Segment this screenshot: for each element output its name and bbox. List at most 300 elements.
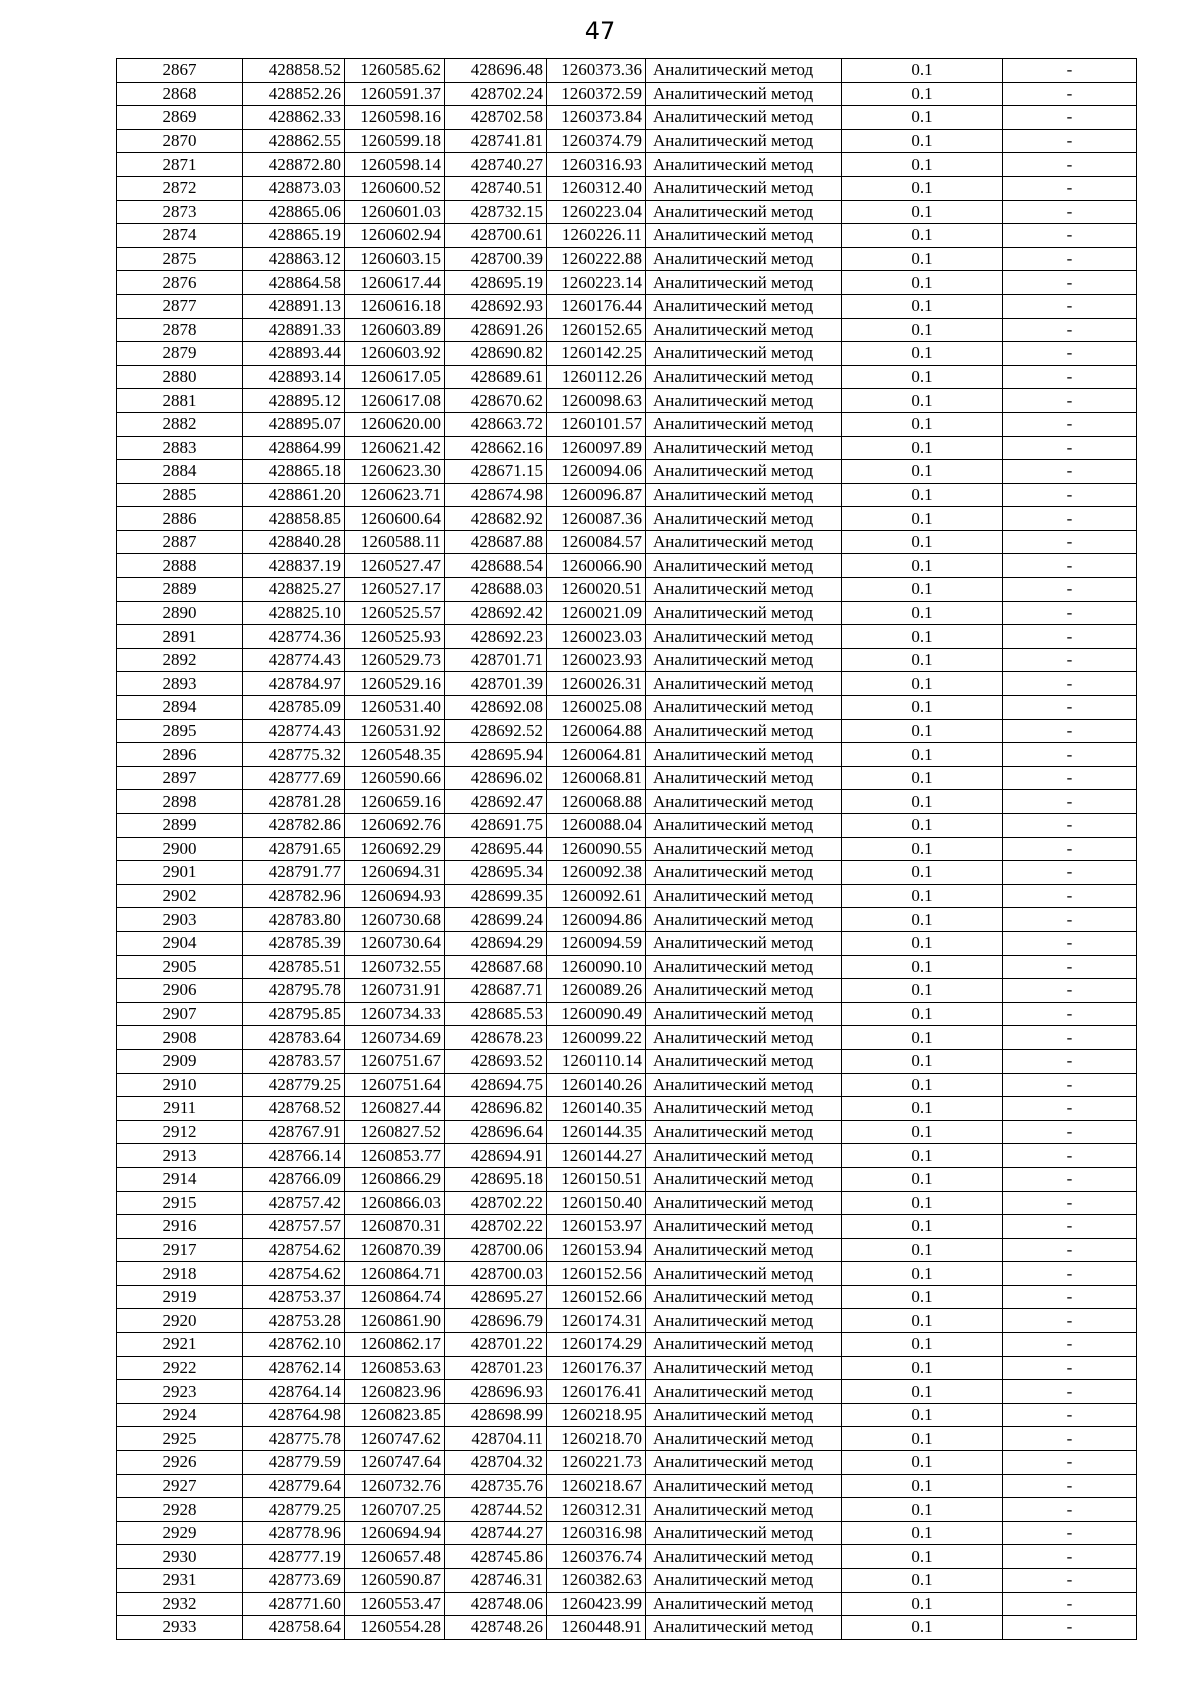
- point-number-cell: 2897: [117, 766, 243, 790]
- point-number-cell: 2913: [117, 1144, 243, 1168]
- x-coord-1-cell: 428766.09: [243, 1167, 345, 1191]
- y-coord-2-cell: 1260089.26: [547, 979, 646, 1003]
- note-cell: -: [1003, 153, 1137, 177]
- point-number-cell: 2893: [117, 672, 243, 696]
- table-row: [117, 625, 1137, 649]
- table-row: [117, 1380, 1137, 1404]
- point-number-cell: 2895: [117, 719, 243, 743]
- note-cell: -: [1003, 1309, 1137, 1333]
- x-coord-1-cell: 428783.57: [243, 1049, 345, 1073]
- y-coord-2-cell: 1260176.44: [547, 294, 646, 318]
- y-coord-2-cell: 1260026.31: [547, 672, 646, 696]
- x-coord-2-cell: 428693.52: [445, 1049, 547, 1073]
- table-row: [117, 200, 1137, 224]
- method-cell: Аналитический метод: [646, 625, 842, 649]
- point-number-cell: 2889: [117, 578, 243, 602]
- method-cell: Аналитический метод: [646, 696, 842, 720]
- y-coord-1-cell: 1260600.64: [345, 507, 445, 531]
- note-cell: -: [1003, 82, 1137, 106]
- x-coord-1-cell: 428891.13: [243, 294, 345, 318]
- accuracy-cell: 0.1: [842, 1097, 1003, 1121]
- method-cell: Аналитический метод: [646, 389, 842, 413]
- point-number-cell: 2916: [117, 1215, 243, 1239]
- x-coord-2-cell: 428701.39: [445, 672, 547, 696]
- method-cell: Аналитический метод: [646, 1026, 842, 1050]
- y-coord-2-cell: 1260152.56: [547, 1262, 646, 1286]
- point-number-cell: 2919: [117, 1285, 243, 1309]
- method-cell: Аналитический метод: [646, 1380, 842, 1404]
- x-coord-1-cell: 428862.33: [243, 106, 345, 130]
- x-coord-1-cell: 428779.25: [243, 1498, 345, 1522]
- note-cell: -: [1003, 1262, 1137, 1286]
- y-coord-1-cell: 1260827.52: [345, 1120, 445, 1144]
- method-cell: Аналитический метод: [646, 507, 842, 531]
- y-coord-2-cell: 1260068.88: [547, 790, 646, 814]
- x-coord-2-cell: 428701.23: [445, 1356, 547, 1380]
- y-coord-2-cell: 1260382.63: [547, 1569, 646, 1593]
- y-coord-1-cell: 1260853.77: [345, 1144, 445, 1168]
- point-number-cell: 2870: [117, 129, 243, 153]
- accuracy-cell: 0.1: [842, 1451, 1003, 1475]
- method-cell: Аналитический метод: [646, 908, 842, 932]
- x-coord-2-cell: 428702.24: [445, 82, 547, 106]
- method-cell: Аналитический метод: [646, 766, 842, 790]
- point-number-cell: 2923: [117, 1380, 243, 1404]
- accuracy-cell: 0.1: [842, 412, 1003, 436]
- table-row: [117, 507, 1137, 531]
- table-row: [117, 1262, 1137, 1286]
- x-coord-2-cell: 428700.06: [445, 1238, 547, 1262]
- accuracy-cell: 0.1: [842, 814, 1003, 838]
- method-cell: Аналитический метод: [646, 1285, 842, 1309]
- x-coord-1-cell: 428785.51: [243, 955, 345, 979]
- y-coord-2-cell: 1260218.70: [547, 1427, 646, 1451]
- x-coord-1-cell: 428775.32: [243, 743, 345, 767]
- note-cell: -: [1003, 342, 1137, 366]
- accuracy-cell: 0.1: [842, 247, 1003, 271]
- y-coord-1-cell: 1260603.89: [345, 318, 445, 342]
- note-cell: -: [1003, 294, 1137, 318]
- x-coord-1-cell: 428774.43: [243, 719, 345, 743]
- method-cell: Аналитический метод: [646, 59, 842, 83]
- accuracy-cell: 0.1: [842, 1238, 1003, 1262]
- note-cell: -: [1003, 389, 1137, 413]
- note-cell: -: [1003, 719, 1137, 743]
- y-coord-1-cell: 1260853.63: [345, 1356, 445, 1380]
- y-coord-2-cell: 1260312.40: [547, 176, 646, 200]
- note-cell: -: [1003, 1616, 1137, 1640]
- note-cell: -: [1003, 814, 1137, 838]
- y-coord-2-cell: 1260099.22: [547, 1026, 646, 1050]
- y-coord-1-cell: 1260866.29: [345, 1167, 445, 1191]
- x-coord-2-cell: 428701.22: [445, 1333, 547, 1357]
- x-coord-2-cell: 428704.11: [445, 1427, 547, 1451]
- accuracy-cell: 0.1: [842, 106, 1003, 130]
- note-cell: -: [1003, 129, 1137, 153]
- method-cell: Аналитический метод: [646, 1451, 842, 1475]
- y-coord-1-cell: 1260861.90: [345, 1309, 445, 1333]
- accuracy-cell: 0.1: [842, 1002, 1003, 1026]
- method-cell: Аналитический метод: [646, 979, 842, 1003]
- method-cell: Аналитический метод: [646, 294, 842, 318]
- x-coord-2-cell: 428662.16: [445, 436, 547, 460]
- y-coord-2-cell: 1260066.90: [547, 554, 646, 578]
- y-coord-1-cell: 1260598.14: [345, 153, 445, 177]
- y-coord-1-cell: 1260730.64: [345, 931, 445, 955]
- method-cell: Аналитический метод: [646, 672, 842, 696]
- table-row: [117, 1592, 1137, 1616]
- x-coord-1-cell: 428757.42: [243, 1191, 345, 1215]
- x-coord-2-cell: 428698.99: [445, 1403, 547, 1427]
- note-cell: -: [1003, 1427, 1137, 1451]
- note-cell: -: [1003, 318, 1137, 342]
- y-coord-2-cell: 1260025.08: [547, 696, 646, 720]
- y-coord-1-cell: 1260734.69: [345, 1026, 445, 1050]
- accuracy-cell: 0.1: [842, 1498, 1003, 1522]
- y-coord-1-cell: 1260751.64: [345, 1073, 445, 1097]
- point-number-cell: 2867: [117, 59, 243, 83]
- table-row: [117, 412, 1137, 436]
- y-coord-1-cell: 1260732.55: [345, 955, 445, 979]
- x-coord-2-cell: 428741.81: [445, 129, 547, 153]
- table-row: [117, 1451, 1137, 1475]
- table-row: [117, 931, 1137, 955]
- note-cell: -: [1003, 507, 1137, 531]
- accuracy-cell: 0.1: [842, 955, 1003, 979]
- y-coord-2-cell: 1260064.81: [547, 743, 646, 767]
- y-coord-2-cell: 1260087.36: [547, 507, 646, 531]
- accuracy-cell: 0.1: [842, 672, 1003, 696]
- method-cell: Аналитический метод: [646, 460, 842, 484]
- note-cell: -: [1003, 1285, 1137, 1309]
- table-row: [117, 176, 1137, 200]
- x-coord-1-cell: 428795.78: [243, 979, 345, 1003]
- point-number-cell: 2884: [117, 460, 243, 484]
- table-row: [117, 1120, 1137, 1144]
- table-row: [117, 1498, 1137, 1522]
- x-coord-1-cell: 428778.96: [243, 1521, 345, 1545]
- method-cell: Аналитический метод: [646, 1049, 842, 1073]
- method-cell: Аналитический метод: [646, 200, 842, 224]
- y-coord-2-cell: 1260140.35: [547, 1097, 646, 1121]
- point-number-cell: 2922: [117, 1356, 243, 1380]
- x-coord-2-cell: 428663.72: [445, 412, 547, 436]
- table-row: [117, 766, 1137, 790]
- point-number-cell: 2875: [117, 247, 243, 271]
- x-coord-1-cell: 428767.91: [243, 1120, 345, 1144]
- y-coord-1-cell: 1260751.67: [345, 1049, 445, 1073]
- table-row: [117, 342, 1137, 366]
- x-coord-1-cell: 428758.64: [243, 1616, 345, 1640]
- x-coord-1-cell: 428895.07: [243, 412, 345, 436]
- note-cell: -: [1003, 1144, 1137, 1168]
- y-coord-2-cell: 1260090.55: [547, 837, 646, 861]
- note-cell: -: [1003, 648, 1137, 672]
- y-coord-1-cell: 1260657.48: [345, 1545, 445, 1569]
- note-cell: -: [1003, 1498, 1137, 1522]
- y-coord-2-cell: 1260020.51: [547, 578, 646, 602]
- x-coord-2-cell: 428700.61: [445, 224, 547, 248]
- y-coord-2-cell: 1260223.04: [547, 200, 646, 224]
- x-coord-1-cell: 428779.25: [243, 1073, 345, 1097]
- table-row: [117, 1026, 1137, 1050]
- x-coord-1-cell: 428782.96: [243, 884, 345, 908]
- accuracy-cell: 0.1: [842, 389, 1003, 413]
- accuracy-cell: 0.1: [842, 908, 1003, 932]
- x-coord-2-cell: 428682.92: [445, 507, 547, 531]
- method-cell: Аналитический метод: [646, 1333, 842, 1357]
- method-cell: Аналитический метод: [646, 743, 842, 767]
- x-coord-2-cell: 428692.47: [445, 790, 547, 814]
- y-coord-1-cell: 1260694.31: [345, 861, 445, 885]
- accuracy-cell: 0.1: [842, 153, 1003, 177]
- note-cell: -: [1003, 1191, 1137, 1215]
- y-coord-2-cell: 1260150.40: [547, 1191, 646, 1215]
- point-number-cell: 2928: [117, 1498, 243, 1522]
- table-row: [117, 318, 1137, 342]
- y-coord-2-cell: 1260144.27: [547, 1144, 646, 1168]
- point-number-cell: 2917: [117, 1238, 243, 1262]
- note-cell: -: [1003, 790, 1137, 814]
- x-coord-2-cell: 428692.42: [445, 601, 547, 625]
- x-coord-1-cell: 428893.44: [243, 342, 345, 366]
- x-coord-2-cell: 428687.68: [445, 955, 547, 979]
- x-coord-2-cell: 428735.76: [445, 1474, 547, 1498]
- accuracy-cell: 0.1: [842, 1191, 1003, 1215]
- table-row: [117, 578, 1137, 602]
- table-row: [117, 1356, 1137, 1380]
- accuracy-cell: 0.1: [842, 743, 1003, 767]
- method-cell: Аналитический метод: [646, 1215, 842, 1239]
- accuracy-cell: 0.1: [842, 224, 1003, 248]
- x-coord-1-cell: 428768.52: [243, 1097, 345, 1121]
- y-coord-2-cell: 1260092.61: [547, 884, 646, 908]
- y-coord-2-cell: 1260021.09: [547, 601, 646, 625]
- table-row: [117, 1002, 1137, 1026]
- point-number-cell: 2877: [117, 294, 243, 318]
- x-coord-2-cell: 428700.39: [445, 247, 547, 271]
- method-cell: Аналитический метод: [646, 176, 842, 200]
- note-cell: -: [1003, 460, 1137, 484]
- note-cell: -: [1003, 931, 1137, 955]
- accuracy-cell: 0.1: [842, 1592, 1003, 1616]
- y-coord-2-cell: 1260226.11: [547, 224, 646, 248]
- point-number-cell: 2908: [117, 1026, 243, 1050]
- note-cell: -: [1003, 1521, 1137, 1545]
- x-coord-1-cell: 428893.14: [243, 365, 345, 389]
- y-coord-2-cell: 1260088.04: [547, 814, 646, 838]
- point-number-cell: 2880: [117, 365, 243, 389]
- note-cell: -: [1003, 1215, 1137, 1239]
- point-number-cell: 2899: [117, 814, 243, 838]
- table-row: [117, 1285, 1137, 1309]
- note-cell: -: [1003, 59, 1137, 83]
- x-coord-2-cell: 428691.75: [445, 814, 547, 838]
- table-row: [117, 294, 1137, 318]
- table-row: [117, 1049, 1137, 1073]
- x-coord-2-cell: 428678.23: [445, 1026, 547, 1050]
- x-coord-2-cell: 428732.15: [445, 200, 547, 224]
- method-cell: Аналитический метод: [646, 1097, 842, 1121]
- accuracy-cell: 0.1: [842, 294, 1003, 318]
- accuracy-cell: 0.1: [842, 129, 1003, 153]
- y-coord-2-cell: 1260373.36: [547, 59, 646, 83]
- y-coord-2-cell: 1260152.65: [547, 318, 646, 342]
- point-number-cell: 2909: [117, 1049, 243, 1073]
- x-coord-1-cell: 428775.78: [243, 1427, 345, 1451]
- x-coord-1-cell: 428785.39: [243, 931, 345, 955]
- table-row: [117, 979, 1137, 1003]
- table-row: [117, 743, 1137, 767]
- point-number-cell: 2868: [117, 82, 243, 106]
- table-row: [117, 1309, 1137, 1333]
- note-cell: -: [1003, 884, 1137, 908]
- x-coord-2-cell: 428685.53: [445, 1002, 547, 1026]
- x-coord-1-cell: 428863.12: [243, 247, 345, 271]
- point-number-cell: 2886: [117, 507, 243, 531]
- method-cell: Аналитический метод: [646, 861, 842, 885]
- y-coord-2-cell: 1260312.31: [547, 1498, 646, 1522]
- table-row: [117, 814, 1137, 838]
- method-cell: Аналитический метод: [646, 483, 842, 507]
- table-row: [117, 1167, 1137, 1191]
- point-number-cell: 2890: [117, 601, 243, 625]
- x-coord-1-cell: 428777.69: [243, 766, 345, 790]
- x-coord-1-cell: 428774.43: [243, 648, 345, 672]
- table-row: [117, 884, 1137, 908]
- x-coord-1-cell: 428852.26: [243, 82, 345, 106]
- method-cell: Аналитический метод: [646, 1356, 842, 1380]
- point-number-cell: 2906: [117, 979, 243, 1003]
- y-coord-1-cell: 1260591.37: [345, 82, 445, 106]
- y-coord-2-cell: 1260372.59: [547, 82, 646, 106]
- x-coord-1-cell: 428757.57: [243, 1215, 345, 1239]
- accuracy-cell: 0.1: [842, 1380, 1003, 1404]
- x-coord-1-cell: 428858.85: [243, 507, 345, 531]
- table-row: [117, 672, 1137, 696]
- table-row: [117, 1521, 1137, 1545]
- x-coord-1-cell: 428825.10: [243, 601, 345, 625]
- table-row: [117, 1097, 1137, 1121]
- y-coord-1-cell: 1260617.08: [345, 389, 445, 413]
- table-row: [117, 247, 1137, 271]
- point-number-cell: 2888: [117, 554, 243, 578]
- point-number-cell: 2927: [117, 1474, 243, 1498]
- point-number-cell: 2876: [117, 271, 243, 295]
- y-coord-2-cell: 1260152.66: [547, 1285, 646, 1309]
- y-coord-1-cell: 1260590.66: [345, 766, 445, 790]
- y-coord-2-cell: 1260110.14: [547, 1049, 646, 1073]
- y-coord-1-cell: 1260527.47: [345, 554, 445, 578]
- y-coord-1-cell: 1260621.42: [345, 436, 445, 460]
- method-cell: Аналитический метод: [646, 1309, 842, 1333]
- method-cell: Аналитический метод: [646, 931, 842, 955]
- table-row: [117, 1403, 1137, 1427]
- accuracy-cell: 0.1: [842, 1309, 1003, 1333]
- accuracy-cell: 0.1: [842, 507, 1003, 531]
- x-coord-2-cell: 428687.71: [445, 979, 547, 1003]
- y-coord-1-cell: 1260585.62: [345, 59, 445, 83]
- accuracy-cell: 0.1: [842, 1427, 1003, 1451]
- point-number-cell: 2904: [117, 931, 243, 955]
- y-coord-1-cell: 1260731.91: [345, 979, 445, 1003]
- accuracy-cell: 0.1: [842, 365, 1003, 389]
- method-cell: Аналитический метод: [646, 365, 842, 389]
- point-number-cell: 2902: [117, 884, 243, 908]
- accuracy-cell: 0.1: [842, 766, 1003, 790]
- y-coord-2-cell: 1260374.79: [547, 129, 646, 153]
- method-cell: Аналитический метод: [646, 106, 842, 130]
- y-coord-1-cell: 1260620.00: [345, 412, 445, 436]
- note-cell: -: [1003, 979, 1137, 1003]
- x-coord-2-cell: 428696.64: [445, 1120, 547, 1144]
- table-row: [117, 601, 1137, 625]
- x-coord-1-cell: 428873.03: [243, 176, 345, 200]
- method-cell: Аналитический метод: [646, 1498, 842, 1522]
- note-cell: -: [1003, 625, 1137, 649]
- table-row: [117, 790, 1137, 814]
- accuracy-cell: 0.1: [842, 436, 1003, 460]
- y-coord-2-cell: 1260023.03: [547, 625, 646, 649]
- x-coord-2-cell: 428687.88: [445, 530, 547, 554]
- y-coord-2-cell: 1260221.73: [547, 1451, 646, 1475]
- x-coord-1-cell: 428762.10: [243, 1333, 345, 1357]
- x-coord-2-cell: 428746.31: [445, 1569, 547, 1593]
- y-coord-2-cell: 1260316.93: [547, 153, 646, 177]
- accuracy-cell: 0.1: [842, 1403, 1003, 1427]
- y-coord-1-cell: 1260694.93: [345, 884, 445, 908]
- y-coord-1-cell: 1260870.31: [345, 1215, 445, 1239]
- x-coord-2-cell: 428702.22: [445, 1215, 547, 1239]
- note-cell: -: [1003, 483, 1137, 507]
- point-number-cell: 2900: [117, 837, 243, 861]
- x-coord-1-cell: 428762.14: [243, 1356, 345, 1380]
- y-coord-1-cell: 1260866.03: [345, 1191, 445, 1215]
- x-coord-1-cell: 428895.12: [243, 389, 345, 413]
- accuracy-cell: 0.1: [842, 460, 1003, 484]
- method-cell: Аналитический метод: [646, 554, 842, 578]
- accuracy-cell: 0.1: [842, 1616, 1003, 1640]
- method-cell: Аналитический метод: [646, 1002, 842, 1026]
- y-coord-1-cell: 1260870.39: [345, 1238, 445, 1262]
- table-row: [117, 530, 1137, 554]
- y-coord-2-cell: 1260142.25: [547, 342, 646, 366]
- note-cell: -: [1003, 1403, 1137, 1427]
- accuracy-cell: 0.1: [842, 271, 1003, 295]
- x-coord-1-cell: 428754.62: [243, 1238, 345, 1262]
- note-cell: -: [1003, 247, 1137, 271]
- x-coord-1-cell: 428864.99: [243, 436, 345, 460]
- x-coord-1-cell: 428865.06: [243, 200, 345, 224]
- x-coord-2-cell: 428692.52: [445, 719, 547, 743]
- y-coord-1-cell: 1260823.85: [345, 1403, 445, 1427]
- note-cell: -: [1003, 1073, 1137, 1097]
- x-coord-2-cell: 428692.08: [445, 696, 547, 720]
- y-coord-1-cell: 1260602.94: [345, 224, 445, 248]
- y-coord-2-cell: 1260094.06: [547, 460, 646, 484]
- x-coord-2-cell: 428748.26: [445, 1616, 547, 1640]
- note-cell: -: [1003, 224, 1137, 248]
- y-coord-2-cell: 1260101.57: [547, 412, 646, 436]
- table-row: [117, 861, 1137, 885]
- note-cell: -: [1003, 1026, 1137, 1050]
- method-cell: Аналитический метод: [646, 814, 842, 838]
- note-cell: -: [1003, 412, 1137, 436]
- y-coord-1-cell: 1260529.16: [345, 672, 445, 696]
- x-coord-2-cell: 428740.27: [445, 153, 547, 177]
- y-coord-1-cell: 1260525.57: [345, 601, 445, 625]
- table-row: [117, 106, 1137, 130]
